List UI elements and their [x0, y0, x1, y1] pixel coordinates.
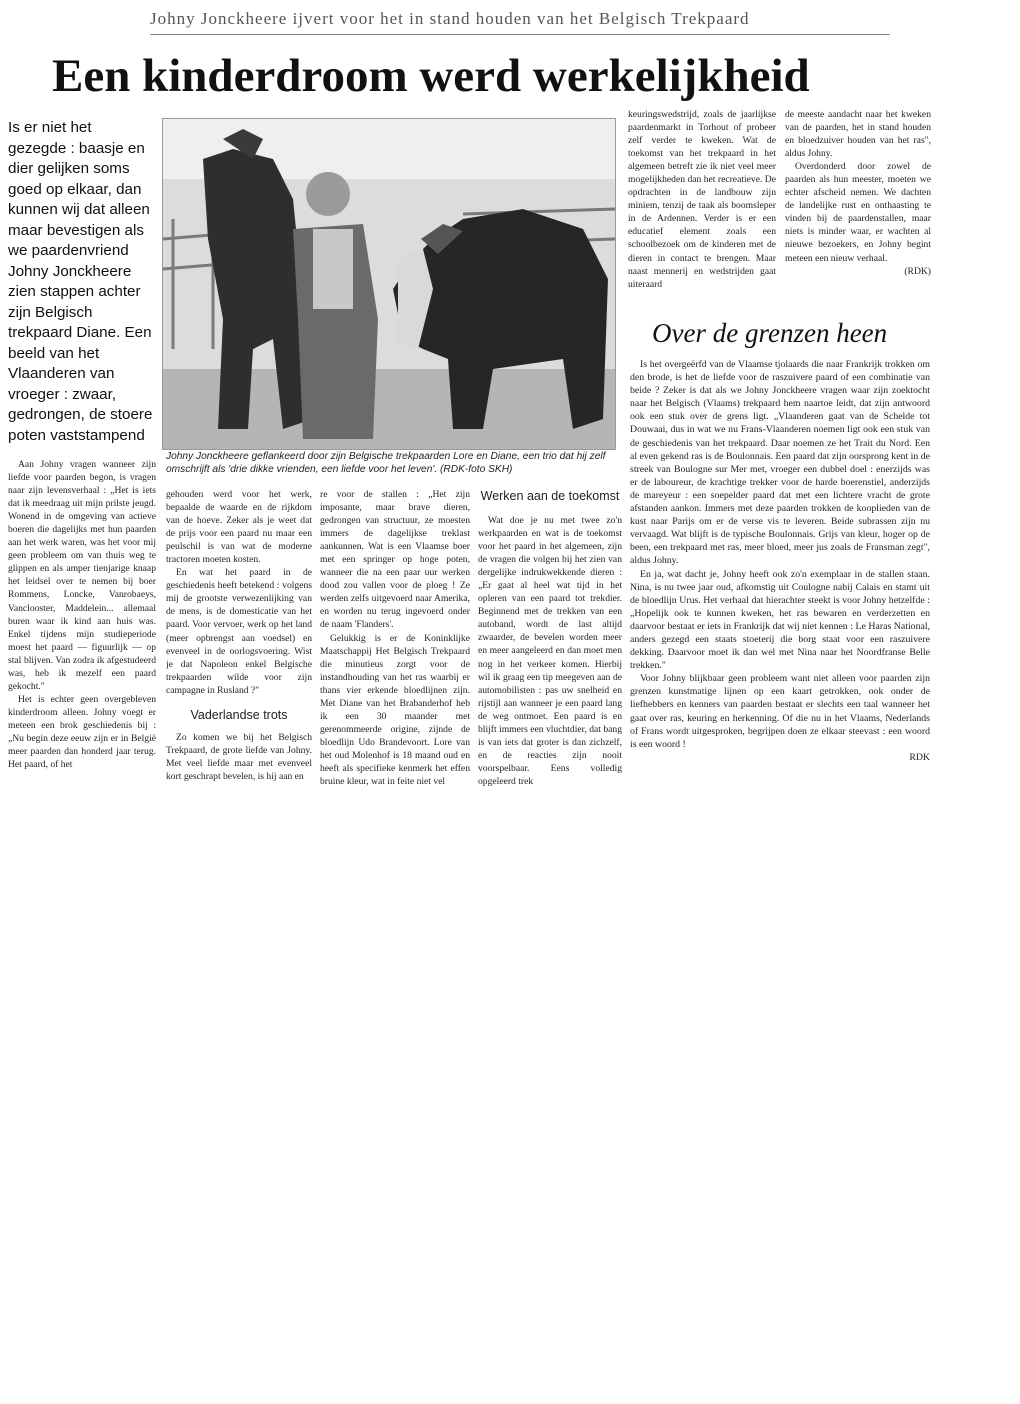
- paragraph: re voor de stallen : „Het zijn imposante, maar brave dieren, gedrongen van structuur, ze moesten immers de dagelijkse treklast aankunnen. Wat is een Vlaamse boer met een springer op hoge poten, wanneer die na een paar uur werken dood zou vallen voor de ploeg ! Ze werden zelfs uitgevoerd naar Amerika, en worden nu terug ingevoerd onder de naam 'Flanders'.: [320, 489, 470, 631]
- paragraph: Het is echter geen overgebleven kinderdroom alleen. Johny voegt er meteen een brok geschiedenis bij : „Nu begin deze eeuw zijn er in België meer paarden dan honderd jaar terug. Het paard, of het: [8, 693, 156, 771]
- author-signature: (RDK): [904, 265, 931, 277]
- paragraph: Aan Johny vragen wanneer zijn liefde voor paarden begon, is vragen naar zijn levensverhaal : „Het is iets dat ik meedraag uit mijn prilste jeugd. Wonend in de omgeving van actieve boeren die dagelijks met hun paarden aan het werk waren, was het voor mij geen probleem om van thuis weg te glippen en als amper tienjarige knaap het leidsel over te nemen bij boer Rommens, Loncke, Vanrobaeys, Vanclooster, Maddelein... allemaal buren waar ik kind aan huis was. Enkel tijdens mijn studieperiode moest het paard — figuurlijk — op stal blijven. Van zodra ik afgestudeerd was, heb ik mezelf een paard gekocht.": [8, 459, 156, 692]
- paragraph: keuringswedstrijd, zoals de jaarlijkse paardenmarkt in Torhout of probeer zelf verder te kweken. Wat de toekomst van het trekpaard in het algemeen betreft zie ik niet veel meer mogelijkheden dan het recreatieve. De opdrachten in de landbouw zijn miniem, tenzij de taak als boomsleper in de Ardennen. Verder is er een educatief element zoals een schoolbezoek om de kinderen met de dieren in contact te brengen. Maar naast mennerij en wedstrijden gaat uiteraard: [628, 109, 776, 290]
- photo-illustration: [163, 119, 615, 449]
- article-photo: [162, 118, 616, 450]
- kicker-rule: [150, 34, 890, 35]
- paragraph: gehouden werd voor het werk, bepaalde de waarde en de rijkdom van de hoeve. Zeker als je weet dat de prijs voor een paard nu maar een peulschil is van wat de moderne tractoren moeten kosten.: [166, 489, 312, 566]
- author-signature: RDK: [909, 751, 930, 763]
- paragraph: En wat het paard in de geschiedenis heeft betekend : volgens mij de grootste verwezenlijking van de mens, is de domesticatie van het paard. Voor vervoer, werk op het land (meer opbrengst aan voedsel) en evenveel in de oorlogsvoering. Wist je dat Napoleon enkel Belgische trekpaarden wilde voor zijn campagne in Rusland ?": [166, 567, 312, 696]
- paragraph: Zo komen we bij het Belgisch Trekpaard, de grote liefde van Johny. Met veel liefde maar met evenveel kort geschrapt bevelen, is hij aan en: [166, 731, 312, 782]
- column-7: [630, 358, 930, 806]
- column-4: [478, 488, 622, 805]
- photo-caption: Johny Jonckheere geflankeerd door zijn Belgische trekpaarden Lore en Diane, een trio dat hij zelf omschrijft als 'drie dikke vrienden, een liefde voor het leven'. (RDK-foto SKH): [166, 451, 606, 475]
- paragraph: de meeste aandacht naar het kweken van de paarden, het in stand houden en bloedzuiver houden van het ras", aldus Johny.: [785, 109, 931, 160]
- lead-paragraph: Is er niet het gezegde : baasje en dier gelijken soms goed op elkaar, dan kunnen wij dat alleen maar bevestigen als we paardenvriend Johny Jonckheere zien stappen achter zijn Belgisch trekpaard Diane. Een beeld van het Vlaanderen van vroeger : zwaar, gedrongen, de stoere poten vaststampend: [8, 119, 153, 444]
- column-1: [8, 458, 156, 803]
- subheading-werken-aan-de-toekomst: Werken aan de toekomst: [480, 489, 620, 503]
- side-headline: Over de grenzen heen: [652, 318, 888, 348]
- headline: Een kinderdroom werd werkelijkheid: [52, 50, 810, 102]
- column-3: [320, 488, 470, 805]
- paragraph: Gelukkig is er de Koninklijke Maatschappij Het Belgisch Trekpaard die minutieus zorgt voor de instandhouding van het ras waarbij er thans vier erkende bloedlijnen zijn. Met Diane van het Brabanderhof heb ik een 30 maander met gerenommeerde origine, zijnde de bloedlijn Udo Brandevoort. Lore van het oud Molenhof is 18 maand oud en heeft als specifieke kenmerk het effen bruine kleur, wat in feite niet vel: [320, 632, 470, 788]
- subheading-vaderlandse-trots: Vaderlandse trots: [190, 707, 288, 722]
- paragraph: Wat doe je nu met twee zo'n werkpaarden en wat is de toekomst voor het paard in het algemeen, zijn de vragen die volgen bij het zien van dergelijke indrukwekkende dieren : „Er gaat al heel wat tijd in het opleren van een paard tot trekdier. Beginnend met de trekken van een autoband, wordt de last altijd zwaarder, de bevelen worden meer en meer aangeleerd en dan moet men nog in het verkeer komen. Hierbij wil ik graag een tip meegeven aan de automobilisten : pas uw snelheid en rijstijl aan wanneer je een paard lang de weg ontmoet. Een paard is en blijft immers een vluchtdier, dat bang is van iets dat groter is dan zichzelf, en de reacties zijn nooit voorspelbaar. Eens volledig opgeleerd trek: [478, 515, 622, 787]
- paragraph: Overdonderd door zowel de paarden als hun meester, moeten we echter afscheid nemen. We dachten de landelijke rust en onthaasting te vinden bij de paardenstallen, maar niets is minder waar, er wachten al nieuwe bezoekers, en Johny begint meteen een nieuw verhaal.: [785, 161, 931, 264]
- paragraph: Is het overgeërfd van de Vlaamse tjolaards die naar Frankrijk trokken om den brode, is het de liefde voor de raszuivere paard of een combinatie van beide ? Zeker is dat als we Johny Jonckheere vragen waar zijn zoektocht naar het Belgisch (Vlaams) trekpaard hem naartoe leidt, dat zijn antwoord ook een stuk over de grens ligt. „Vlaanderen gaat van de Schelde tot Douwaai, dus in wat we nu Frans-Vlaanderen noemen ligt ook een stuk van de geschiedenis van het trekpaard. Daar noemen ze het Trait du Nord. Een al even gekend ras is de Boulonnais. Een paard dat zijn oorsprong kent in de streek van Boulogne sur Mer met, vroeger een dubbel doel : enerzijds was er de laboureur, de krachtige trekker voor de harde boerenstiel, anderzijds de mareyeur : een soepelder paard dat met een lichtere vracht de grote afstanden aankon. Immers met deze paarden trokken de kooplieden van de kust naar Parijs om er de verse vis te leveren. Beide subrassen zijn nu vervaagd. Wat blijft is de typische Boulonnais. Grijs van kleur, hoger op de been, een trekpaard met ras, meer bloed, meer jus zoals de Fransman zegt", aldus Johny.: [630, 359, 930, 567]
- paragraph: Voor Johny blijkbaar geen probleem want niet alleen voor paarden zijn grenzen kunstmatige lijnen op een kaart getrokken, ook onder de liefhebbers en kenners van paarden bestaat er slechts een taal wanneer het gaat over ras, keuring en herkenning. Of die nu in het Vlaams, Nederlands of Frans wordt uitgesproken, begrijpen doen ze elkaar steevast : een woord is een woord !: [630, 673, 930, 750]
- column-6: [785, 108, 931, 306]
- kicker-line: Johny Jonckheere ijvert voor het in stand houden van het Belgisch Trekpaard: [150, 9, 750, 28]
- column-5: [628, 108, 776, 306]
- scan-mark: [877, 8, 883, 22]
- column-2: [166, 488, 312, 805]
- paragraph: En ja, wat dacht je, Johny heeft ook zo'n exemplaar in de stallen staan. Nina, is nu twee jaar oud, afkomstig uit Coulogne nabij Calais en stamt uit de bloedlijn Urus. Het verhaal dat hierachter steekt is voor Johny hetzelfde : „Hopelijk ook te kunnen kweken, het ras bewaren en verderzetten en daarvoor bestaat er iets in Frankrijk dat wij niet kennen : Le Haras National, anders gezegd een staats stoeterij die borg staat voor een raszuivere dekking. Daarvoor moet ik dan wel met Nina naar het Noordfranse Belle trekken.": [630, 568, 930, 672]
